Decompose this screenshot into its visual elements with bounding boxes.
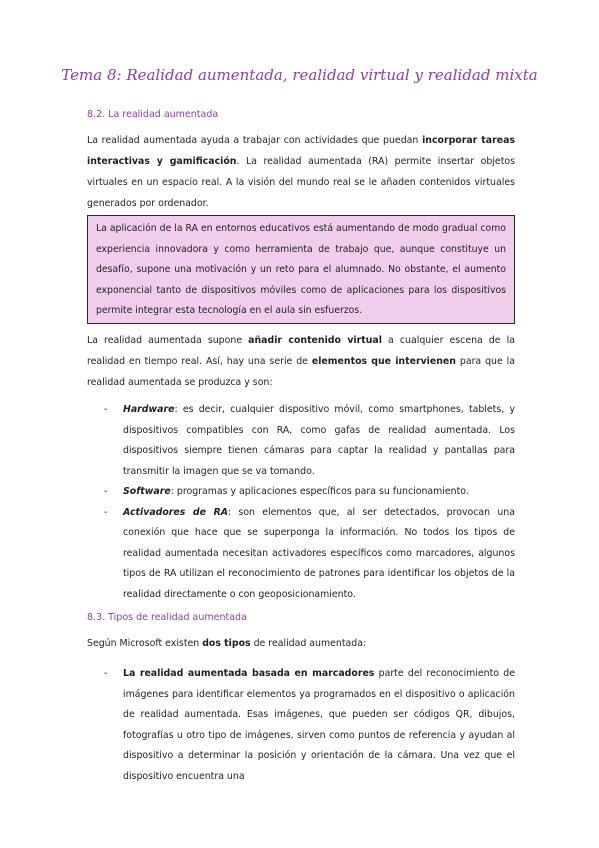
bold-run: elementos que intervienen (311, 356, 456, 367)
text-run: de realidad aumentada: (250, 638, 367, 649)
types-list (87, 664, 515, 787)
text-run: a cualquier escena de la realidad en tiempo real. Así, hay una serie de (87, 335, 515, 367)
list-item (87, 664, 515, 787)
list-item (87, 503, 515, 606)
section-heading-8-2: 8.2. La realidad aumentada (87, 109, 219, 120)
types-paragraph (87, 633, 515, 654)
list-term: Activadores de RA (123, 506, 229, 518)
list-dash: - (104, 506, 108, 518)
list-text: : son elementos que, al ser detectados, provocan una conexión que hace que se superponga la información. No todos los tipos de realidad aumentada necesitan activadores específicos como marcadores, algunos tipos de RA utilizan el reconocimiento de patrones para identificar los objetos de la realidad directamente o con geoposicionamiento. (123, 506, 515, 600)
elements-paragraph (87, 330, 515, 393)
highlight-box-text: La aplicación de la RA en entornos educativos está aumentando de modo gradual como experiencia innovadora y como herramienta de trabajo que, aunque constituye un desafío, supone una motivación y un reto para el alumnado. No obstante, el aumento exponencial tanto de dispositivos móviles como de aplicaciones para los dispositivos permite integrar esta tecnología en el aula sin esfuerzos. (96, 223, 506, 316)
page-title: Tema 8: Realidad aumentada, realidad virtual y realidad mixta (61, 66, 538, 84)
list-term: Software (123, 486, 171, 497)
list-dash: - (104, 668, 108, 679)
section-heading-8-3: 8.3. Tipos de realidad aumentada (87, 612, 247, 623)
list-text: parte del reconocimiento de imágenes para identificar elementos ya programados en el dispositivo o aplicación de realidad aumentada. Esas imágenes, que pueden ser códigos QR, dibujos, fotografías u otro tipo de imágenes, sirven como puntos de referencia y ayudan al dispositivo a determinar la posición y orientación de la cámara. Una vez que el dispositivo encuentra una (123, 668, 515, 782)
elements-list (87, 400, 515, 605)
list-text: : es decir, cualquier dispositivo móvil, como smartphones, tablets, y dispositivos compatibles con RA, como gafas de realidad aumentada. Los dispositivos siempre tienen cámaras para captar la realidad y pantallas para transmitir la imagen que se va tomando. (123, 404, 515, 477)
list-item (87, 400, 515, 482)
list-item (87, 482, 515, 503)
intro-paragraph (87, 130, 515, 214)
bold-run: dos tipos (202, 638, 251, 649)
highlight-box (87, 215, 515, 324)
bold-run: incorporar tareas interactivas y gamificación (87, 135, 515, 167)
text-run: Según Microsoft existen (87, 638, 203, 649)
bold-run: añadir contenido virtual (248, 335, 382, 346)
text-run: La realidad aumentada supone (87, 335, 249, 346)
text-run: para que la realidad aumentada se produzca y son: (87, 356, 515, 388)
list-term: La realidad aumentada basada en marcadores (123, 668, 375, 679)
list-term: Hardware (123, 404, 175, 415)
list-text: : programas y aplicaciones específicos para su funcionamiento. (170, 486, 469, 497)
list-dash: - (104, 486, 108, 497)
text-run: La realidad aumentada ayuda a trabajar con actividades que puedan (87, 135, 423, 146)
list-dash: - (104, 404, 108, 415)
text-run: . La realidad aumentada (RA) permite insertar objetos virtuales en un espacio real. A la visión del mundo real se le añaden contenidos virtuales generados por ordenador. (87, 156, 515, 209)
